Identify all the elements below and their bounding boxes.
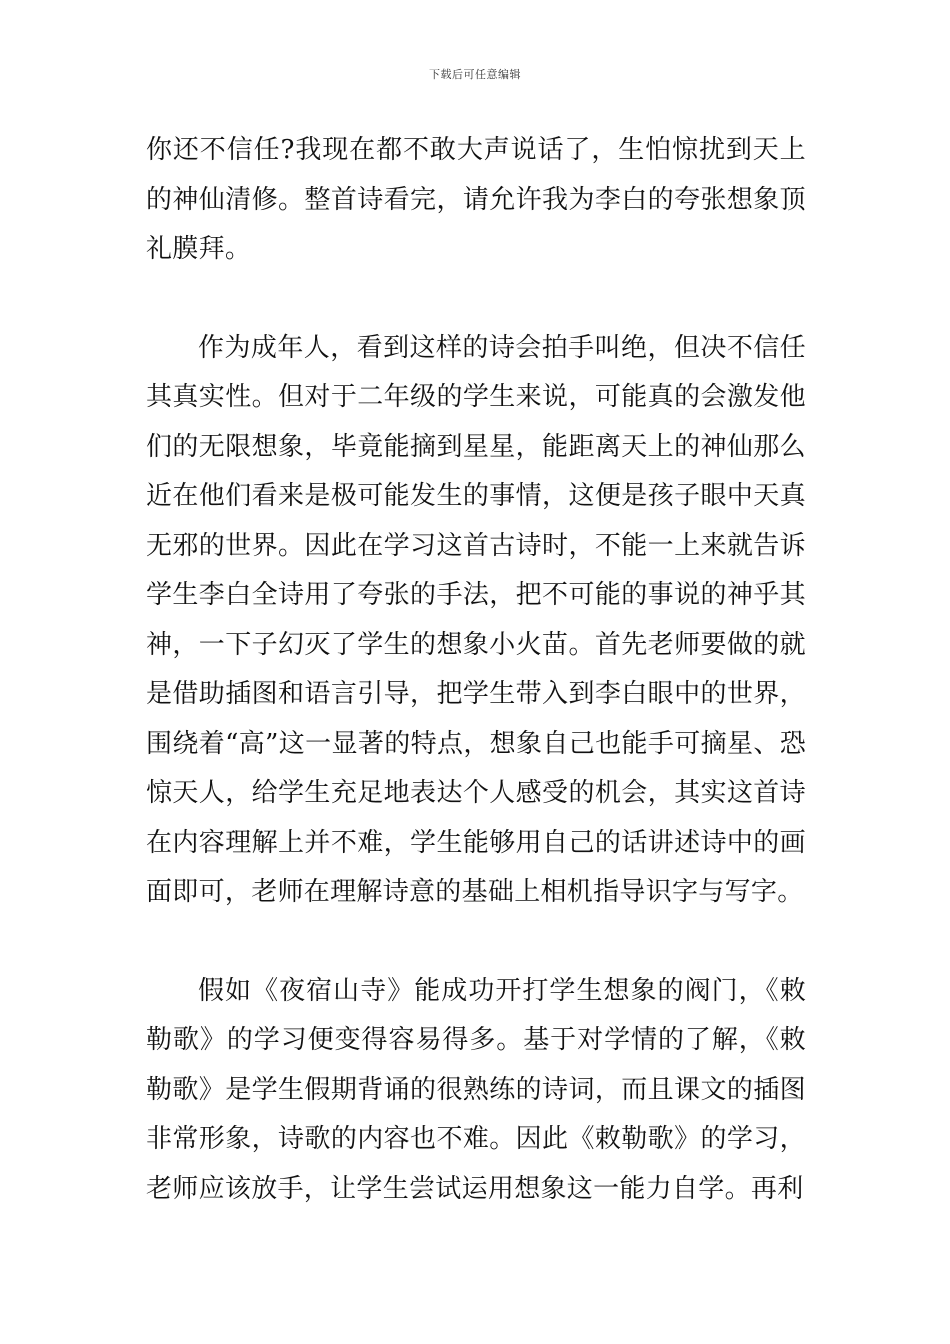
paragraph-3: 假如《夜宿山寺》能成功开打学生想象的阀门，《敕勒歌》的学习便变得容易得多。基于对学情的了解，《敕勒歌》是学生假期背诵的很熟练的诗词，而且课文的插图非常形象，诗歌的内容也不难。因此《敕勒歌》的学习，老师应该放手，让学生尝试运用想象这一能力自学。再利 [146,975,806,1204]
paragraph-2: 作为成年人，看到这样的诗会拍手叫绝，但决不信任其真实性。但对于二年级的学生来说，可能真的会激发他们的无限想象，毕竟能摘到星星，能距离天上的神仙那么近在他们看来是极可能发生的事情，这便是孩子眼中天真无邪的世界。因此在学习这首古诗时，不能一上来就告诉学生李白全诗用了夸张的手法，把不可能的事说的神乎其神，一下子幻灭了学生的想象小火苗。首先老师要做的就是借助插图和语言引导，把学生带入到李白眼中的世界，围绕着“高”这一显著的特点，想象自己也能手可摘星、恐惊天人，给学生充足地表达个人感受的机会，其实这首诗在内容理解上并不难，学生能够用自己的话讲述诗中的画面即可，老师在理解诗意的基础上相机指导识字与写字。 [146,332,806,907]
header-note: 下载后可任意编辑 [429,68,521,81]
document-body [146,126,806,1214]
paragraph-1: 你还不信任?我现在都不敢大声说话了，生怕惊扰到天上的神仙清修。整首诗看完，请允许我为李白的夸张想象顶礼膜拜。 [146,135,806,264]
